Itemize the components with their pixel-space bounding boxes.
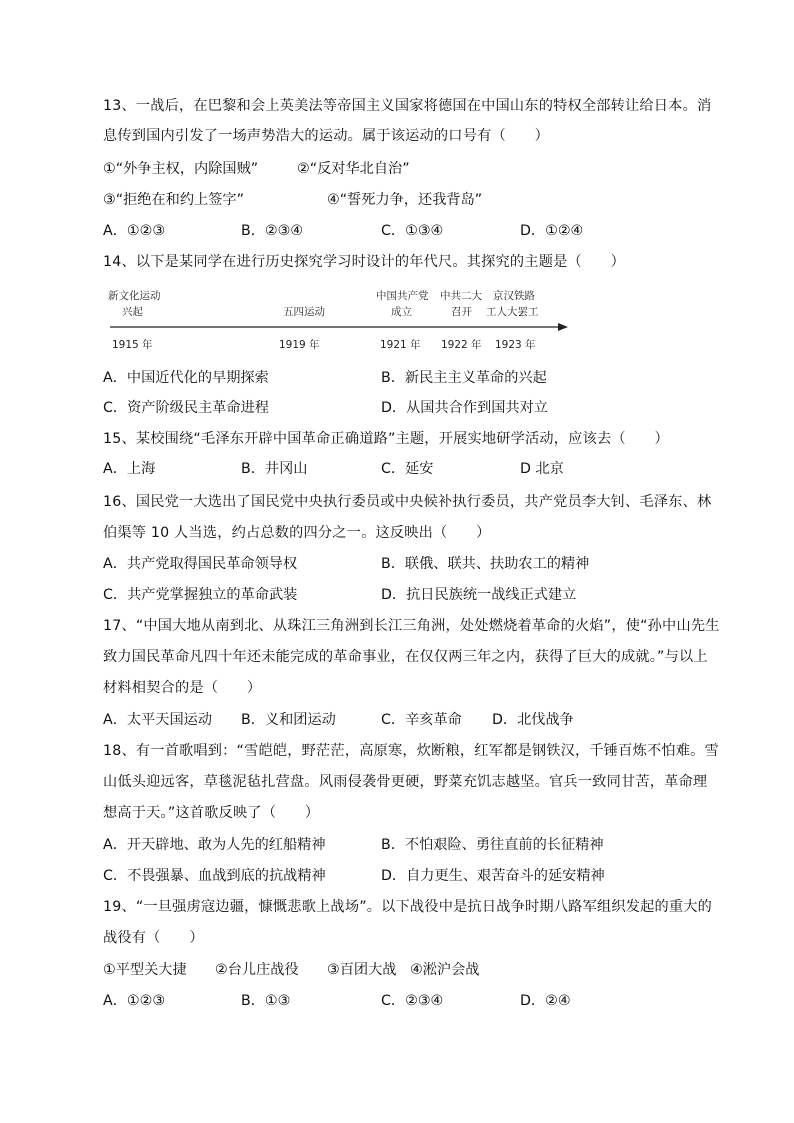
q13-option-d[interactable]: D．①②④	[520, 223, 584, 239]
q13-option-b[interactable]: B．②③④	[241, 223, 304, 239]
q13-stem-line-1: 13、一战后，在巴黎和会上英美法等帝国主义国家将德国在中国山东的特权全部转让给日本。消	[103, 98, 712, 114]
q14-stem: 14、以下是某同学在进行历史探究学习时设计的年代尺。其探究的主题是（ ）	[103, 254, 626, 270]
q18-stem-line-1: 18、有一首歌唱到：“雪皑皑，野茫茫，高原寒，炊断粮，红军都是钢铁汉，千锤百炼不怕难。雪	[103, 743, 719, 759]
timeline-event-2-bottom: 五四运动	[283, 306, 325, 318]
q19-item-4: ④淞沪会战	[410, 962, 480, 978]
q19-item-1: ①平型关大捷	[103, 962, 187, 978]
q18-option-d[interactable]: D．自力更生、艰苦奋斗的延安精神	[381, 868, 605, 884]
q14-timeline	[0, 0, 794, 360]
timeline-year-1919: 1919 年	[279, 339, 320, 351]
q13-option-c[interactable]: C．①③④	[381, 223, 444, 239]
q14-option-c[interactable]: C．资产阶级民主革命进程	[103, 400, 269, 416]
q19-option-b[interactable]: B．①③	[241, 993, 291, 1009]
q15-stem: 15、某校围绕“毛泽东开辟中国革命正确道路”主题，开展实地研学活动，应该去（ ）	[103, 431, 669, 447]
timeline-year-1921: 1921 年	[380, 339, 421, 351]
q16-stem-line-2: 伯渠等 10 人当选，约占总数的四分之一。这反映出（ ）	[103, 525, 491, 541]
q19-option-a[interactable]: A．①②③	[103, 993, 166, 1009]
q18-stem-line-3: 想高于天。”这首歌反映了（ ）	[103, 805, 320, 821]
timeline-event-3-bottom: 成立	[391, 306, 412, 318]
q19-item-3: ③百团大战	[327, 962, 397, 978]
q17-stem-line-2: 致力国民革命凡四十年还未能完成的革命事业，在仅仅两三年之内，获得了巨大的成就。”与以上	[103, 649, 708, 665]
q13-item-3: ③“拒绝在和约上签字”	[103, 192, 244, 208]
timeline-event-5-bottom: 工人大罢工	[486, 306, 539, 318]
q13-item-1: ①“外争主权，内除国贼”	[103, 161, 259, 177]
q14-option-b[interactable]: B．新民主主义革命的兴起	[381, 370, 547, 386]
q15-option-b[interactable]: B．井冈山	[241, 461, 308, 477]
timeline-event-5-top: 京汉铁路	[493, 290, 535, 302]
q19-item-2: ②台儿庄战役	[215, 962, 299, 978]
q18-option-b[interactable]: B．不怕艰险、勇往直前的长征精神	[381, 837, 604, 853]
timeline-event-4-bottom: 召开	[451, 306, 472, 318]
q17-option-a[interactable]: A．太平天国运动	[103, 712, 213, 728]
q15-option-c[interactable]: C．延安	[381, 461, 434, 477]
q13-item-4: ④“誓死力争，还我背岛”	[327, 192, 483, 208]
q18-stem-line-2: 山低头迎远客，草毯泥毡扎营盘。风雨侵袭骨更硬，野菜充饥志越坚。官兵一致同甘苦，革命理	[103, 774, 708, 790]
q17-stem-line-1: 17、“中国大地从南到北、从珠江三角洲到长江三角洲，处处燃烧着革命的火焰”，使“孙中山先生	[103, 618, 720, 634]
q17-option-d[interactable]: D．北伐战争	[492, 712, 574, 728]
q15-option-d[interactable]: D 北京	[520, 461, 564, 477]
timeline-event-1-top: 新文化运动	[108, 290, 161, 302]
q19-option-c[interactable]: C．②③④	[381, 993, 444, 1009]
q13-option-a[interactable]: A．①②③	[103, 223, 166, 239]
q16-option-c[interactable]: C．共产党掌握独立的革命武装	[103, 587, 298, 603]
q16-option-d[interactable]: D．抗日民族统一战线正式建立	[381, 587, 577, 603]
q17-stem-line-3: 材料相契合的是（ ）	[103, 680, 262, 696]
timeline-year-1922: 1922 年	[441, 339, 482, 351]
q18-option-c[interactable]: C．不畏强暴、血战到底的抗战精神	[103, 868, 326, 884]
q19-stem-line-1: 19、“一旦强虏寇边疆，慷慨悲歌上战场”。以下战役中是抗日战争时期八路军组织发起的重大的	[103, 899, 713, 915]
q16-option-b[interactable]: B．联俄、联共、扶助农工的精神	[381, 556, 590, 572]
q18-option-a[interactable]: A．开天辟地、敢为人先的红船精神	[103, 837, 326, 853]
q15-option-a[interactable]: A．上海	[103, 461, 156, 477]
timeline-event-4-top: 中共二大	[440, 290, 482, 302]
q13-item-2: ②“反对华北自治”	[297, 161, 410, 177]
q17-option-b[interactable]: B．义和团运动	[241, 712, 336, 728]
q16-option-a[interactable]: A．共产党取得国民革命领导权	[103, 556, 298, 572]
timeline-event-1-bottom: 兴起	[122, 306, 143, 318]
q14-option-a[interactable]: A．中国近代化的早期探索	[103, 370, 269, 386]
q19-option-d[interactable]: D．②④	[520, 993, 571, 1009]
q16-stem-line-1: 16、国民党一大选出了国民党中央执行委员或中央候补执行委员，共产党员李大钊、毛泽东、林	[103, 494, 712, 510]
timeline-event-3-top: 中国共产党	[376, 290, 429, 302]
timeline-year-1915: 1915 年	[112, 339, 153, 351]
q17-option-c[interactable]: C．辛亥革命	[381, 712, 462, 728]
timeline-year-1923: 1923 年	[495, 339, 536, 351]
q14-option-d[interactable]: D．从国共合作到国共对立	[381, 400, 548, 416]
q19-stem-line-2: 战役有（ ）	[103, 930, 204, 946]
q13-stem-line-2: 息传到国内引发了一场声势浩大的运动。属于该运动的口号有（ ）	[103, 128, 550, 144]
